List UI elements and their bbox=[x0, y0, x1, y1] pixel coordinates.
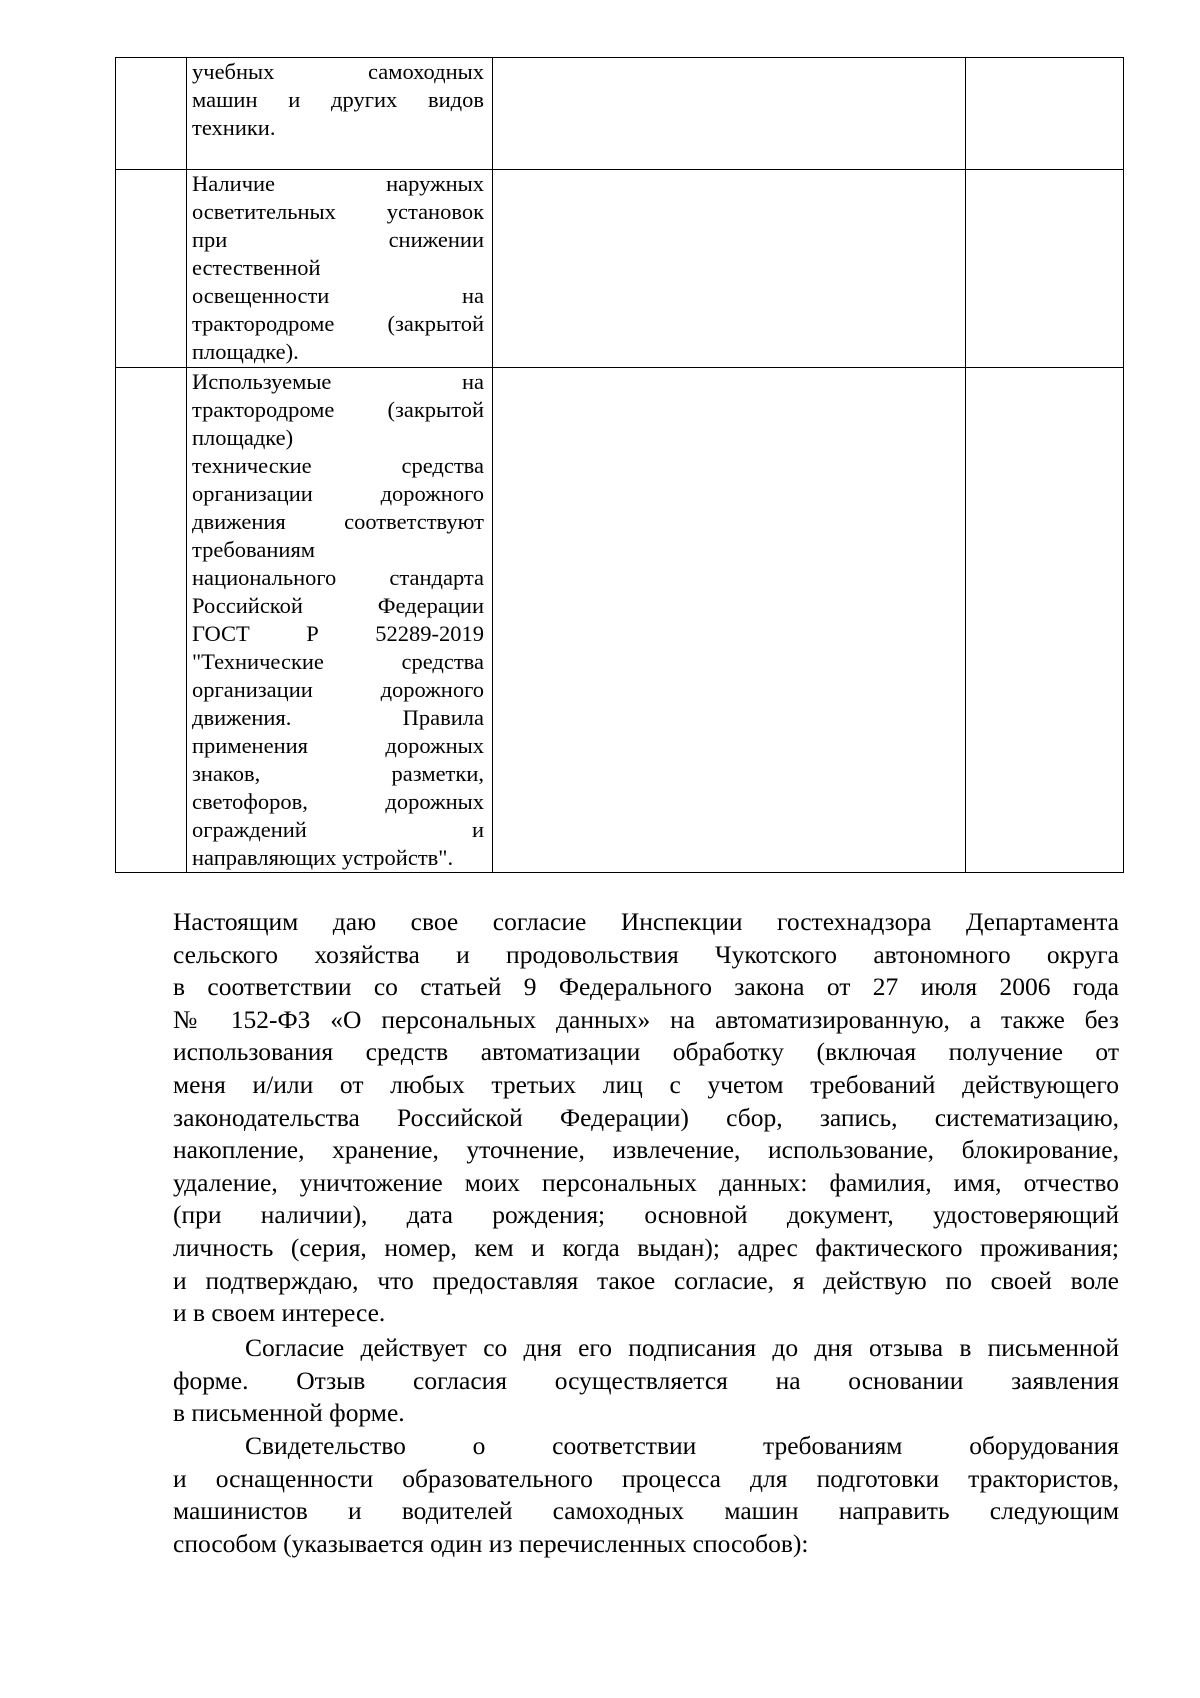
paragraph-line: машинистов и водителей самоходных машин направить следующим bbox=[173, 1496, 1119, 1526]
paragraph-line: № 152-ФЗ «О персональных данных» на автоматизированную, а также без bbox=[173, 1004, 1119, 1034]
requirement-line: площадке). bbox=[192, 339, 299, 364]
requirement-line: технические средства bbox=[192, 453, 484, 478]
requirement-line: освещенности на bbox=[192, 283, 484, 308]
requirement-line: машин и других видов bbox=[192, 87, 484, 112]
row-number-cell bbox=[116, 170, 187, 368]
paragraph-line: способом (указывается один из перечисленных способов): bbox=[173, 1528, 809, 1558]
requirement-cell bbox=[187, 58, 493, 170]
paragraph-line: Свидетельство о соответствии требованиям оборудования bbox=[245, 1431, 1119, 1460]
paragraph-line: форме. Отзыв согласия осуществляется на основании заявления bbox=[173, 1365, 1119, 1395]
paragraph-line: сельского хозяйства и продовольствия Чукотского автономного округа bbox=[173, 939, 1119, 969]
requirement-line: учебных самоходных bbox=[192, 59, 484, 84]
note-cell bbox=[966, 170, 1124, 368]
row-number-cell bbox=[116, 58, 187, 170]
row-number-cell bbox=[116, 368, 187, 873]
information-cell bbox=[493, 170, 966, 368]
requirement-line: "Технические средства bbox=[192, 649, 484, 674]
requirement-line: техники. bbox=[192, 115, 276, 140]
requirement-line: применения дорожных bbox=[192, 733, 484, 758]
paragraph-line: Настоящим даю свое согласие Инспекции гостехнадзора Департамента bbox=[173, 907, 1119, 936]
requirement-line: Наличие наружных bbox=[192, 171, 484, 196]
paragraph-line: накопление, хранение, уточнение, извлечение, использование, блокирование, bbox=[173, 1135, 1119, 1165]
requirement-line: естественной bbox=[192, 255, 321, 280]
paragraph-line: (при наличии), дата рождения; основной документ, удостоверяющий bbox=[173, 1200, 1119, 1230]
requirement-line: знаков, разметки, bbox=[192, 761, 484, 786]
requirement-line: Российской Федерации bbox=[192, 593, 484, 618]
paragraph-line: удаление, уничтожение моих персональных данных: фамилия, имя, отчество bbox=[173, 1167, 1119, 1197]
validity-paragraph bbox=[173, 1332, 1119, 1430]
requirement-line: осветительных установок bbox=[192, 199, 484, 224]
information-cell bbox=[493, 368, 966, 873]
paragraph-line: меня и/или от любых третьих лиц с учетом требований действующего bbox=[173, 1069, 1119, 1099]
paragraph-line: использования средств автоматизации обработку (включая получение от bbox=[173, 1037, 1119, 1067]
note-cell bbox=[966, 368, 1124, 873]
table-row bbox=[116, 170, 1124, 368]
requirement-line: ограждений и bbox=[192, 817, 484, 842]
paragraph-line: и в своем интересе. bbox=[173, 1298, 386, 1328]
requirements-table bbox=[115, 57, 1124, 873]
requirement-line: трактородроме (закрытой bbox=[192, 311, 484, 336]
paragraph-line: в письменной форме. bbox=[173, 1398, 405, 1428]
requirement-line: трактородроме (закрытой bbox=[192, 397, 484, 422]
requirement-line: при снижении bbox=[192, 227, 484, 252]
requirement-line: движения. Правила bbox=[192, 705, 484, 730]
requirement-line: светофоров, дорожных bbox=[192, 789, 484, 814]
requirement-cell bbox=[187, 368, 493, 873]
requirement-line: организации дорожного bbox=[192, 481, 484, 506]
requirement-line: Используемые на bbox=[192, 369, 484, 394]
paragraph-line: в соответствии со статьей 9 Федерального закона от 27 июля 2006 года bbox=[173, 972, 1119, 1002]
requirement-line: национального стандарта bbox=[192, 565, 484, 590]
paragraph-line: законодательства Российской Федерации) сбор, запись, систематизацию, bbox=[173, 1102, 1119, 1132]
requirement-cell bbox=[187, 170, 493, 368]
information-cell bbox=[493, 58, 966, 170]
table-row bbox=[116, 58, 1124, 170]
requirement-line: движения соответствуют bbox=[192, 509, 484, 534]
requirement-line: площадке) bbox=[192, 425, 294, 450]
note-cell bbox=[966, 58, 1124, 170]
paragraph-line: и оснащенности образовательного процесса для подготовки трактористов, bbox=[173, 1463, 1119, 1493]
paragraph-line: Согласие действует со дня его подписания до дня отзыва в письменной bbox=[245, 1333, 1119, 1362]
requirement-line: требованиям bbox=[192, 537, 316, 562]
requirement-line: направляющих устройств". bbox=[192, 845, 454, 870]
paragraph-line: личность (серия, номер, кем и когда выдан); адрес фактического проживания; bbox=[173, 1232, 1119, 1262]
consent-paragraph bbox=[173, 906, 1119, 1330]
requirement-line: организации дорожного bbox=[192, 677, 484, 702]
delivery-method-paragraph bbox=[173, 1430, 1119, 1560]
table-row bbox=[116, 368, 1124, 873]
requirement-line: ГОСТ Р 52289-2019 bbox=[192, 621, 484, 646]
paragraph-line: и подтверждаю, что предоставляя такое согласие, я действую по своей воле bbox=[173, 1265, 1119, 1295]
